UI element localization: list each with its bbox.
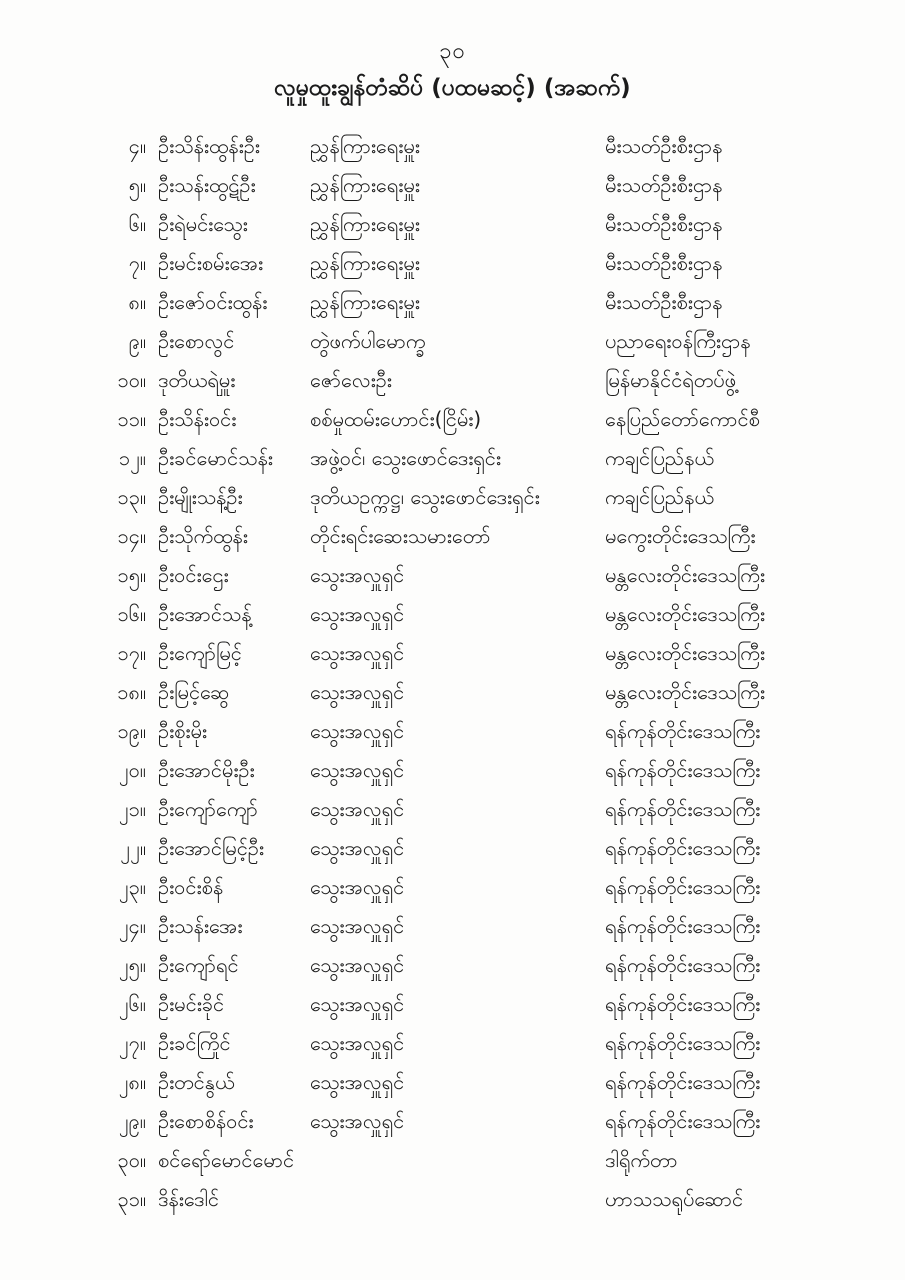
row-position: တွဲဖက်ပါမောက္ခ [310, 328, 426, 353]
table-row [0, 867, 905, 906]
table-row [0, 204, 905, 243]
row-name: ဦးသိန်းထွန်းဦး [158, 133, 260, 158]
row-name: ဦးအောင်မိုးဦး [158, 757, 255, 782]
row-number: ၁၂။ [118, 445, 146, 470]
table-row [0, 1179, 905, 1218]
row-number: ၆။ [128, 211, 146, 236]
row-number: ၃၀။ [117, 1147, 146, 1172]
row-department: မီးသတ်ဦးစီးဌာန [605, 133, 723, 158]
table-row [0, 555, 905, 594]
row-name: ဦးသန်းအေး [158, 913, 243, 938]
row-position: သွေးအလှူရှင် [310, 991, 405, 1016]
table-row [0, 594, 905, 633]
row-name: ဦးမြင့်ဆွေ [158, 679, 230, 704]
row-number: ၁၉။ [117, 718, 146, 743]
table-row [0, 1062, 905, 1101]
row-name: ဦးတင်နွယ် [158, 1069, 235, 1094]
row-name: ဦးအောင်သန့် [158, 601, 252, 626]
row-position: သွေးအလှူရှင် [310, 1030, 405, 1055]
row-position: ညွှန်ကြားရေးမှူး [310, 289, 420, 314]
table-row [0, 945, 905, 984]
row-name: ဦးဝင်းစိန် [158, 874, 224, 899]
row-number: ၂၇။ [118, 1030, 146, 1055]
row-department: ရန်ကုန်တိုင်းဒေသကြီး [605, 1069, 761, 1094]
row-name: ဒုတိယရဲမှူး [158, 367, 236, 392]
table-row [0, 399, 905, 438]
row-name: ဦးမင်းခိုင် [158, 991, 225, 1016]
row-name: ဦးကျော်မြင့် [158, 640, 242, 665]
table-row [0, 750, 905, 789]
row-department: ရန်ကုန်တိုင်းဒေသကြီး [605, 913, 761, 938]
row-number: ၁၁။ [117, 406, 146, 431]
row-name: ဦးစောလွင် [158, 328, 235, 353]
row-name: ဦးရဲမင်းသွေး [158, 211, 248, 236]
row-department: မကွေးတိုင်းဒေသကြီး [605, 523, 756, 548]
row-position: တိုင်းရင်းဆေးသမားတော် [310, 523, 491, 548]
row-number: ၁၇။ [117, 640, 146, 665]
row-position: သွေးအလှူရှင် [310, 1069, 405, 1094]
row-number: ၂၀။ [118, 757, 146, 782]
row-position: သွေးအလှူရှင် [310, 562, 405, 587]
row-position: အဖွဲ့ဝင်၊ သွေးဖောင်ဒေးရှင်း [310, 445, 501, 470]
row-position: သွေးအလှူရှင် [310, 718, 405, 743]
row-department: နေပြည်တော်ကောင်စီ [605, 406, 760, 431]
table-row [0, 828, 905, 867]
table-row [0, 633, 905, 672]
table-row [0, 984, 905, 1023]
row-position: ညွှန်ကြားရေးမှူး [310, 133, 420, 158]
table-row [0, 243, 905, 282]
row-number: ၂၃။ [118, 874, 146, 899]
row-department: ရန်ကုန်တိုင်းဒေသကြီး [605, 1108, 761, 1133]
row-department: မန္တလေးတိုင်းဒေသကြီး [605, 679, 765, 704]
table-row [0, 1023, 905, 1062]
row-position: သွေးအလှူရှင် [310, 874, 405, 899]
row-department: မန္တလေးတိုင်းဒေသကြီး [605, 640, 765, 665]
row-department: ရန်ကုန်တိုင်းဒေသကြီး [605, 952, 761, 977]
row-department: ပညာရေးဝန်ကြီးဌာန [605, 328, 751, 353]
row-name: ဦးသန်းထွဋ်ဦး [158, 172, 256, 197]
table-row [0, 126, 905, 165]
row-number: ၂၅။ [118, 952, 146, 977]
row-number: ၁၃။ [117, 484, 146, 509]
row-name: ဦးအောင်မြင့်ဦး [158, 835, 264, 860]
row-number: ၁၀။ [117, 367, 146, 392]
table-row [0, 789, 905, 828]
row-department: မီးသတ်ဦးစီးဌာန [605, 211, 723, 236]
row-number: ၂၄။ [118, 913, 146, 938]
table-row [0, 321, 905, 360]
table-row [0, 1140, 905, 1179]
table-row [0, 438, 905, 477]
row-position: သွေးအလှူရှင် [310, 601, 405, 626]
row-name: ဦးမျိုးသန့်ဦး [158, 484, 243, 509]
row-position: ညွှန်ကြားရေးမှူး [310, 211, 420, 236]
row-number: ၂၉။ [118, 1108, 146, 1133]
row-name: ဦးခင်မောင်သန်း [158, 445, 273, 470]
row-position: သွေးအလှူရှင် [310, 640, 405, 665]
row-position: သွေးအလှူရှင် [310, 1108, 405, 1133]
row-department: ရန်ကုန်တိုင်းဒေသကြီး [605, 1030, 761, 1055]
row-name: ဦးဝင်းဌေး [158, 562, 229, 587]
row-department: ရန်ကုန်တိုင်းဒေသကြီး [605, 991, 761, 1016]
row-department: ရန်ကုန်တိုင်းဒေသကြီး [605, 757, 761, 782]
row-position: ဒုတိယဥက္ကဋ္ဌ၊ သွေးဖောင်ဒေးရှင်း [310, 484, 540, 509]
row-number: ၉။ [128, 328, 146, 353]
page-number: ၃၀ [439, 39, 466, 64]
row-position: သွေးအလှူရှင် [310, 757, 405, 782]
row-number: ၃၁။ [117, 1186, 146, 1211]
row-department: ရန်ကုန်တိုင်းဒေသကြီး [605, 718, 761, 743]
row-department: ကချင်ပြည်နယ် [605, 484, 714, 509]
row-number: ၁၈။ [117, 679, 146, 704]
row-department: ရန်ကုန်တိုင်းဒေသကြီး [605, 835, 761, 860]
row-name: ဦးသိန်းဝင်း [158, 406, 237, 431]
row-position: သွေးအလှူရှင် [310, 796, 405, 821]
row-number: ၂၆။ [118, 991, 146, 1016]
row-number: ၅။ [128, 172, 146, 197]
table-row [0, 1101, 905, 1140]
row-name: ဦးမင်းစမ်းအေး [158, 250, 264, 275]
row-position: သွေးအလှူရှင် [310, 913, 405, 938]
row-number: ၂၂။ [120, 835, 146, 860]
row-position: သွေးအလှူရှင် [310, 835, 405, 860]
row-position: စစ်မှုထမ်းဟောင်း(ငြိမ်း) [310, 406, 482, 431]
table-row [0, 360, 905, 399]
row-department: မြန်မာနိုင်ငံရဲတပ်ဖွဲ့ [605, 367, 737, 392]
roster-table [0, 126, 905, 1218]
row-number: ၈။ [128, 289, 146, 314]
row-name: ဦးစိုးမိုး [158, 718, 208, 743]
row-number: ၄။ [128, 133, 146, 158]
table-row [0, 516, 905, 555]
document-title: လူမှုထူးချွန်တံဆိပ် (ပထမဆင့်) (အဆက်) [274, 75, 631, 101]
row-department: မန္တလေးတိုင်းဒေသကြီး [605, 601, 765, 626]
row-department: မီးသတ်ဦးစီးဌာန [605, 289, 723, 314]
row-department: ရန်ကုန်တိုင်းဒေသကြီး [605, 796, 761, 821]
row-number: ၂၈။ [118, 1069, 146, 1094]
row-name: စင်ရော်မောင်မောင် [158, 1147, 295, 1172]
row-name: ဦးခင်ကြိုင် [158, 1030, 231, 1055]
table-row [0, 906, 905, 945]
table-row [0, 477, 905, 516]
row-department: ရန်ကုန်တိုင်းဒေသကြီး [605, 874, 761, 899]
row-department: မီးသတ်ဦးစီးဌာန [605, 172, 723, 197]
row-number: ၁၄။ [117, 523, 146, 548]
row-number: ၇။ [128, 250, 146, 275]
row-name: ဦးစောစိန်ဝင်း [158, 1108, 254, 1133]
row-name: ဦးကျော်ကျော် [158, 796, 258, 821]
row-department: မန္တလေးတိုင်းဒေသကြီး [605, 562, 765, 587]
row-number: ၁၅။ [117, 562, 146, 587]
row-number: ၁၆။ [117, 601, 146, 626]
table-row [0, 165, 905, 204]
table-row [0, 711, 905, 750]
row-position: ညွှန်ကြားရေးမှူး [310, 172, 420, 197]
table-row [0, 672, 905, 711]
row-position: ဇော်လေးဦး [310, 367, 392, 392]
row-department: ဟာသသရုပ်ဆောင် [605, 1186, 744, 1211]
row-position: ညွှန်ကြားရေးမှူး [310, 250, 420, 275]
table-row [0, 282, 905, 321]
row-number: ၂၁။ [118, 796, 146, 821]
row-name: ဦးဇော်ဝင်းထွန်း [158, 289, 268, 314]
row-department: မီးသတ်ဦးစီးဌာန [605, 250, 723, 275]
row-department: ဒါရိုက်တာ [605, 1147, 678, 1172]
row-position: သွေးအလှူရှင် [310, 679, 405, 704]
row-name: ဒိန်းဒေါင် [158, 1186, 219, 1211]
row-name: ဦးသိုက်ထွန်း [158, 523, 248, 548]
row-name: ဦးကျော်ရင် [158, 952, 239, 977]
row-department: ကချင်ပြည်နယ် [605, 445, 714, 470]
row-position: သွေးအလှူရှင် [310, 952, 405, 977]
